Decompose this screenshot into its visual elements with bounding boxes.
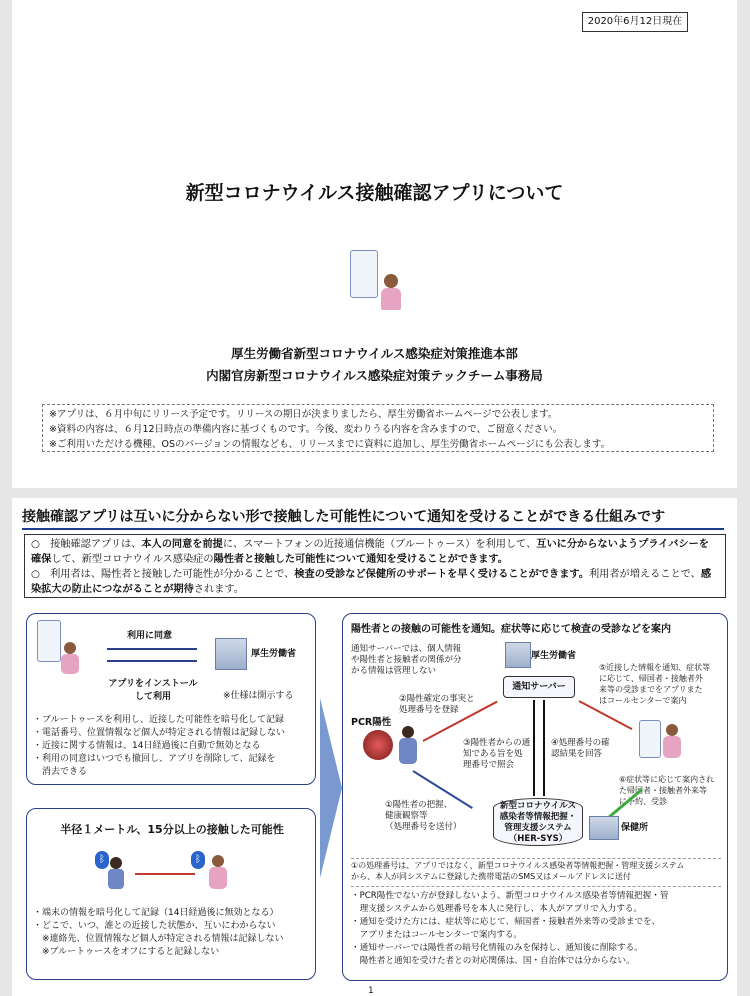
notification-title: 陽性者との接触の可能性を通知。症状等に応じて検査の受診などを案内 (351, 624, 671, 635)
summary-bullet-1: ○ 接触確認アプリは、本人の同意を前提に、スマートフォンの近接通信機能（ブルートゥース）を利用して、互いに分からないようプライバシーを確保して、新型コロナウイルス感染症の陽性者と接触した可能性について通知を受けることができます。 (31, 539, 709, 565)
person-icon (107, 857, 125, 891)
consent-box (26, 613, 316, 785)
notification-items: ・PCR陽性でない方が登録しないよう、新型コロナウイルス感染者等情報把握・管 理支援システムから処理番号を本人に発行し、本人がアプリで入力する。 ・通知を受けた方には、症状等に応じて、帰国者・接触者外来等の受診までを、 アプリまたはコールセンターで案内する。 ・通知サーバーでは陽性者の暗号化情報のみを保持し、通知後に削除する。 陽性者と通知を受けた者との対応関係は、国・自治体では分からない。 (351, 891, 669, 966)
step-1: ①陽性者の把握、 健康観察等 （処理番号を送付） (385, 800, 462, 832)
phone-icon (37, 620, 61, 662)
spec-open-label: ※仕様は開示する (223, 691, 294, 701)
phone-icon (639, 720, 661, 758)
step-2: ②陽性確定の事実と 処理番号を登録 (399, 694, 475, 715)
mhlw-label: 厚生労働省 (531, 651, 577, 661)
page-number: 1 (368, 986, 374, 996)
person-icon (59, 642, 81, 676)
building-icon (505, 642, 531, 668)
consent-label: 利用に同意 (127, 631, 173, 641)
notification-flow-box (342, 613, 728, 981)
proximity-title: 半径１メートル、15分以上の接触した可能性 (60, 823, 284, 836)
health-center-icon (589, 816, 619, 840)
person-icon (378, 274, 404, 314)
note-1: ※アプリは、６月中旬にリリース予定です。リリースの期日が決まりましたら、厚生労働省ホームページで公表します。 (49, 409, 558, 420)
consent-items: ・ブルートゥースを利用し、近接した可能性を暗号化して記録 ・電話番号、位置情報など個人が特定される情報は記録しない ・近接に関する情報は、14日経過後に自動で無効となる ・利用の同意はいつでも撤回し、アプリを削除して、記録を 消去できる (33, 715, 286, 777)
app-illustration (350, 250, 410, 316)
arrow-right-icon (107, 648, 197, 650)
health-center-label: 保健所 (621, 823, 649, 833)
date-label: 2020年6月12日現在 (582, 12, 688, 32)
mhlw-label: 厚生労働省 (251, 649, 297, 659)
person-icon (397, 726, 419, 766)
step-4: ④処理番号の確 認結果を回答 (551, 738, 610, 759)
bidirectional-arrow-icon (135, 873, 195, 875)
document-page-1 (12, 0, 737, 488)
note-2: ※資料の内容は、６月12日時点の準備内容に基づくものです。今後、変わりうる内容を含みますので、ご留意ください。 (49, 424, 563, 435)
arrow-left-icon (107, 660, 197, 662)
org-line-1: 厚生労働省新型コロナウイルス感染症対策推進本部 (231, 346, 518, 361)
notify-server: 通知サーバー (503, 676, 575, 698)
install-label: アプリをインストール して利用 (108, 679, 198, 702)
phone-icon (350, 250, 378, 298)
title-underline (22, 528, 724, 530)
arrow-down-icon (533, 700, 535, 796)
processing-number-note: ①の処理番号は、アプリではなく、新型コロナウイルス感染者等情報把握・管理支援システム から、本人が同システムに登録した携帯電話のSMS又はメールアドレスに送付 (351, 861, 685, 881)
note-3: ※ご利用いただける機種、OSのバージョンの情報なども、リリースまでに資料に追加し、厚生労働省ホームページにも公表します。 (49, 439, 611, 450)
organizations (12, 343, 737, 387)
virus-icon (363, 730, 393, 760)
summary-bullets (24, 534, 726, 598)
document-page-2 (12, 498, 737, 996)
bluetooth-icon: ᛒ (191, 851, 205, 869)
person-icon (661, 724, 683, 760)
proximity-box (26, 808, 316, 980)
chevron-right-icon (320, 698, 342, 878)
step-3: ③陽性者からの通 知である旨を処 理番号で照会 (463, 738, 531, 770)
arrow-up-icon (543, 700, 545, 796)
hersys-cylinder: 新型コロナウイルス 感染者等情報把握・ 管理支援システム （HER-SYS） (493, 798, 583, 846)
step-5: ⑤近接した情報を通知、症状等 に応じて、帰国者・接触者外 来等の受診までをアプリまた はコールセンターで案内 (599, 663, 711, 705)
step-6: ⑥症状等に応じて案内され た帰国者・接触者外来等 に予約、受診 (619, 775, 715, 806)
person-icon (207, 855, 229, 891)
bluetooth-icon: ᛒ (95, 851, 109, 869)
items-divider (351, 886, 721, 888)
page-title: 新型コロナウイルス接触確認アプリについて (185, 182, 564, 204)
summary-bullet-2: ○ 利用者は、陽性者と接触した可能性が分かることで、検査の受診など保健所のサポートを早く受けることができます。利用者が増えることで、感染拡大の防止につながることが期待されます。 (31, 569, 712, 595)
proximity-items: ・端末の情報を暗号化して記録（14日経過後に無効となる） ・どこで、いつ、誰との近接した状態か、互いにわからない ※連絡先、位置情報など個人が特定される情報は記録しない ※ブルートゥースをオフにすると記録しない (33, 908, 284, 957)
release-notes (42, 404, 714, 452)
org-line-2: 内閣官房新型コロナウイルス感染症対策テックチーム事務局 (206, 368, 543, 383)
pcr-label: PCR陽性 (351, 717, 392, 728)
section-title: 接触確認アプリは互いに分からない形で接触した可能性について通知を受けることができる仕組みです (22, 509, 666, 525)
building-icon (215, 638, 247, 670)
server-note: 通知サーバーでは、個人情報 や陽性者と接触者の関係が分 かる情報は管理しない (351, 644, 462, 676)
